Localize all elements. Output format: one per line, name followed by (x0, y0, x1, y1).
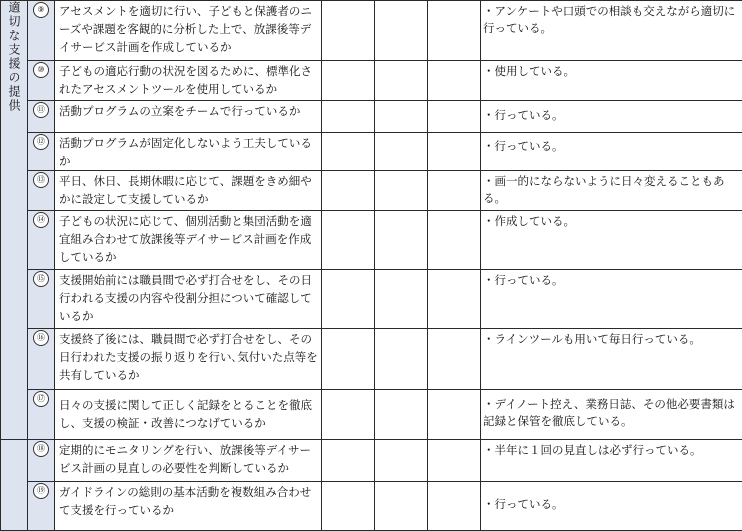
answer-cell-unknown[interactable] (428, 133, 481, 171)
answer-cell-yes[interactable] (322, 133, 375, 171)
item-text-cell (55, 171, 322, 211)
item-number-cell (28, 211, 55, 270)
answer-cell-unknown[interactable] (428, 440, 481, 482)
table-row (1, 171, 742, 211)
item-text: 平日、休日、長期休暇に応じて、課題をきめ細やかに設定して支援しているか (55, 171, 321, 208)
item-text: 支援終了後には、職員間で必ず打合せをし、その日行われた支援の振り返りを行い､気付いた点等を共有しているか (55, 329, 321, 384)
comment-cell (481, 390, 742, 440)
item-number-cell (28, 440, 55, 482)
answer-cell-unknown[interactable] (428, 482, 481, 531)
comment-cell (481, 1, 742, 61)
comment-text: ・行っている。 (481, 270, 742, 289)
category-cell (1, 1, 28, 440)
item-text: 子どもの適応行動の状況を図るために、標準化されたアセスメントツールを使用しているか (55, 61, 321, 98)
answer-cell-yes[interactable] (322, 101, 375, 133)
comment-text: ・作成している。 (481, 211, 742, 230)
item-number-cell (28, 329, 55, 390)
answer-cell-unknown[interactable] (428, 61, 481, 101)
item-text-cell (55, 1, 322, 61)
answer-cell-no[interactable] (375, 270, 428, 329)
answer-cell-yes[interactable] (322, 171, 375, 211)
answer-cell-yes[interactable] (322, 482, 375, 531)
item-text: 活動プログラムの立案をチームで行っているか (55, 101, 321, 120)
comment-cell (481, 440, 742, 482)
item-text-cell (55, 440, 322, 482)
comment-cell (481, 61, 742, 101)
item-text: アセスメントを適切に行い、子どもと保護者のニーズや課題を客観的に分析した上で、放課後等デイサービス計画を作成しているか (55, 1, 321, 56)
comment-cell (481, 101, 742, 133)
answer-cell-yes[interactable] (322, 211, 375, 270)
comment-text: ・ラインツールも用いて毎日行っている。 (481, 329, 742, 348)
comment-cell (481, 270, 742, 329)
comment-cell (481, 133, 742, 171)
item-text: 活動プログラムが固定化しないよう工夫しているか (55, 133, 321, 170)
table-row (1, 270, 742, 329)
item-text: 日々の支援に関して正しく記録をとることを徹底し、支援の検証・改善につなげているか (55, 390, 321, 432)
answer-cell-no[interactable] (375, 390, 428, 440)
category-label: 適切な支援の提供 (7, 1, 21, 113)
answer-cell-unknown[interactable] (428, 171, 481, 211)
comment-cell (481, 329, 742, 390)
comment-text: ・使用している。 (481, 61, 742, 80)
item-number-cell (28, 1, 55, 61)
table-row (1, 211, 742, 270)
item-number: ⑲ (33, 483, 49, 499)
answer-cell-unknown[interactable] (428, 1, 481, 61)
item-text-cell (55, 329, 322, 390)
item-number: ⑬ (33, 172, 49, 188)
item-number: ⑰ (33, 391, 49, 407)
item-number: ⑫ (33, 134, 49, 150)
answer-cell-no[interactable] (375, 482, 428, 531)
answer-cell-yes[interactable] (322, 390, 375, 440)
answer-cell-no[interactable] (375, 329, 428, 390)
answer-cell-no[interactable] (375, 1, 428, 61)
item-text-cell (55, 61, 322, 101)
answer-cell-no[interactable] (375, 61, 428, 101)
comment-text: ・半年に１回の見直しは必ず行っている。 (481, 440, 742, 459)
comment-cell (481, 171, 742, 211)
item-number-cell (28, 270, 55, 329)
table-row (1, 1, 742, 61)
item-text-cell (55, 482, 322, 531)
comment-text: ・アンケートや口頭での相談も交えながら適切に行っている。 (481, 1, 742, 37)
answer-cell-unknown[interactable] (428, 270, 481, 329)
answer-cell-yes[interactable] (322, 329, 375, 390)
answer-cell-no[interactable] (375, 211, 428, 270)
item-text-cell (55, 133, 322, 171)
answer-cell-unknown[interactable] (428, 211, 481, 270)
item-text: 定期的にモニタリングを行い、放課後等デイサービス計画の見直しの必要性を判断しているか (55, 440, 321, 477)
item-number-cell (28, 61, 55, 101)
item-number: ⑭ (33, 212, 49, 228)
item-text-cell (55, 270, 322, 329)
table-row (1, 329, 742, 390)
answer-cell-no[interactable] (375, 171, 428, 211)
answer-cell-no[interactable] (375, 101, 428, 133)
item-number: ⑱ (33, 441, 49, 457)
comment-text: ・行っている。 (481, 101, 742, 124)
category-cell-continued (1, 440, 28, 531)
answer-cell-yes[interactable] (322, 270, 375, 329)
item-number: ⑮ (33, 271, 49, 287)
item-number-cell (28, 171, 55, 211)
item-number-cell (28, 390, 55, 440)
item-number: ⑯ (33, 330, 49, 346)
item-text-cell (55, 390, 322, 440)
item-text-cell (55, 101, 322, 133)
answer-cell-yes[interactable] (322, 440, 375, 482)
item-number: ⑩ (33, 62, 49, 78)
table-row (1, 133, 742, 171)
comment-text: ・行っている。 (481, 482, 742, 513)
item-text: 子どもの状況に応じて、個別活動と集団活動を適宜組み合わせて放課後等デイサービス計画を作成しているか (55, 211, 321, 266)
comment-cell (481, 211, 742, 270)
answer-cell-unknown[interactable] (428, 329, 481, 390)
comment-cell (481, 482, 742, 531)
table-row (1, 482, 742, 531)
item-text-cell (55, 211, 322, 270)
answer-cell-yes[interactable] (322, 61, 375, 101)
answer-cell-unknown[interactable] (428, 101, 481, 133)
table-row (1, 440, 742, 482)
table-row (1, 101, 742, 133)
item-text: ガイドラインの総則の基本活動を複数組み合わせて支援を行っているか (55, 482, 321, 519)
answer-cell-no[interactable] (375, 440, 428, 482)
item-number: ⑪ (33, 102, 49, 118)
table-row (1, 61, 742, 101)
item-text: 支援開始前には職員間で必ず打合せをし、その日行われる支援の内容や役割分担について確認しているか (55, 270, 321, 325)
answer-cell-unknown[interactable] (428, 390, 481, 440)
item-number: ⑨ (33, 2, 49, 18)
answer-cell-no[interactable] (375, 133, 428, 171)
comment-text: ・画一的にならないように日々変えることもある。 (481, 171, 742, 207)
item-number-cell (28, 101, 55, 133)
table-row (1, 390, 742, 440)
comment-text: ・デイノート控え、業務日誌、その他必要書類は記録と保管を徹底している。 (481, 390, 742, 430)
comment-text: ・行っている。 (481, 133, 742, 155)
answer-cell-yes[interactable] (322, 1, 375, 61)
item-number-cell (28, 133, 55, 171)
item-number-cell (28, 482, 55, 531)
